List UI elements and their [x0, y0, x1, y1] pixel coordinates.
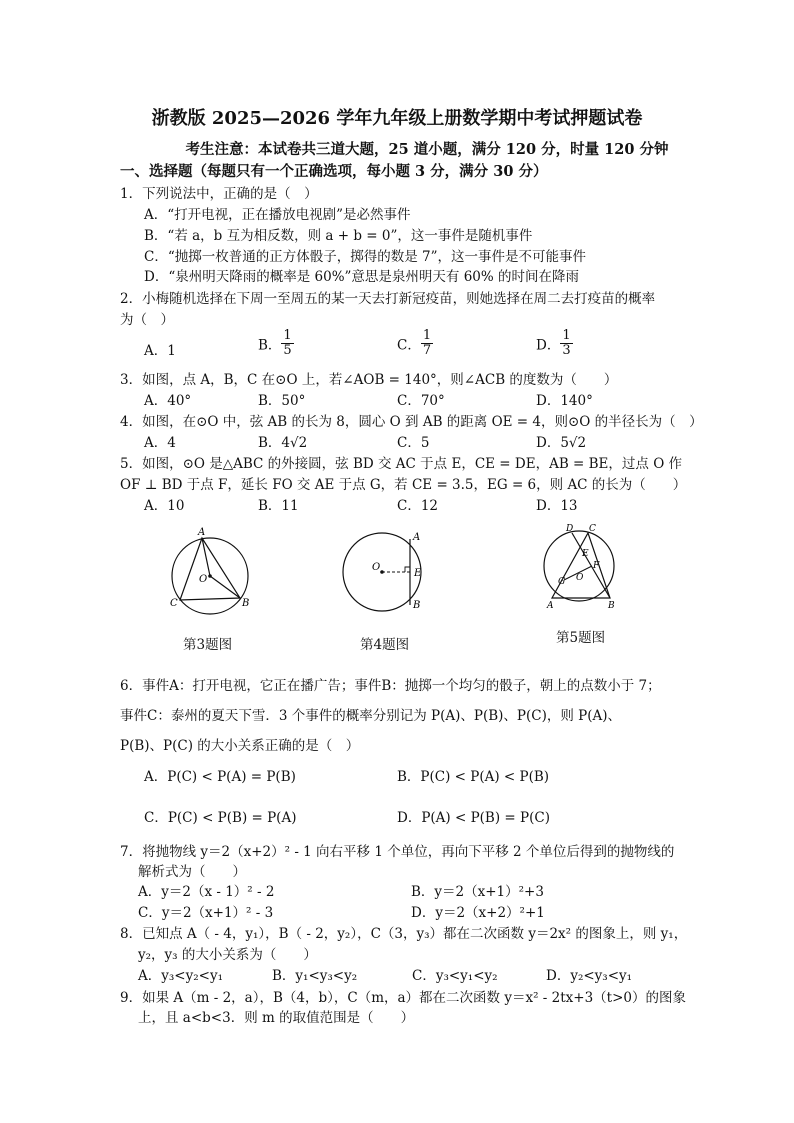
- q6-line2: 事件C：泰州的夏天下雪．3 个事件的概率分别记为 P(A)、P(B)、P(C)，则 P(A)、: [120, 708, 622, 724]
- fig3-label-o: O: [199, 574, 208, 585]
- fig4-label-a: A: [413, 532, 421, 543]
- q7-stem-line1: 7．将抛物线 y＝2（x+2）² - 1 向右平移 1 个单位，再向下平移 2 个单位后得到的抛物线的: [120, 844, 675, 860]
- figure-5: [538, 524, 622, 612]
- q5-stem-line1: 5．如图，⊙O 是△ABC 的外接圆，弦 BD 交 AC 于点 E，CE = DE，AB = BE，过点 O 作: [120, 456, 683, 472]
- q1-stem: 1．下列说法中，正确的是（ ）: [120, 186, 318, 202]
- fig4-label-o: O: [372, 562, 381, 573]
- q6-option-b: B．P(C) < P(A) < P(B): [397, 769, 550, 785]
- fig4-label-b: B: [413, 600, 421, 611]
- q5-option-d: D．13: [536, 498, 578, 514]
- q2-stem-line1: 2．小梅随机选择在下周一至周五的某一天去打新冠疫苗，则她选择在周二去打疫苗的概率: [120, 291, 656, 307]
- fig4-right-angle-mark: [405, 567, 410, 572]
- q6-option-c: C．P(C) < P(B) = P(A): [144, 810, 297, 826]
- q3-option-b: B．50°: [258, 393, 306, 409]
- q2-option-d: D． $\frac{1}{3}$: [536, 328, 571, 358]
- fig5-label-a: A: [547, 601, 554, 611]
- q7-option-c: C．y＝2（x+1）² - 3: [138, 905, 274, 921]
- q8-stem-line1: 8．已知点 A（ - 4，y₁），B（ - 2，y₂），C（3，y₃）都在二次函数 y＝2x² 的图象上，则 y₁，: [120, 926, 688, 942]
- q6-option-a: A．P(C) < P(A) = P(B): [144, 769, 296, 785]
- fig4-center-dot: [380, 570, 384, 574]
- q4-option-c: C．5: [397, 435, 430, 451]
- section-heading: 一、选择题（每题只有一个正确选项，每小题 3 分，满分 30 分）: [120, 163, 548, 180]
- fig5-label-e: E: [582, 549, 589, 559]
- q1-option-d: D．“泉州明天降雨的概率是 60%”意思是泉州明天有 60% 的时间在降雨: [144, 269, 580, 285]
- fig5-label-b: B: [608, 601, 615, 611]
- fig5-label-c: C: [589, 524, 596, 534]
- q4-option-b: B．4√2: [258, 435, 308, 451]
- q1-option-c: C．“抛掷一枚普通的正方体骰子，掷得的数是 7”，这一事件是不可能事件: [144, 249, 587, 265]
- q8-option-b: B．y₁<y₃<y₂: [272, 968, 358, 984]
- q5-stem-line2: OF ⊥ BD 于点 F，延长 FO 交 AE 于点 G，若 CE = 3.5，EG = 6，则 AC 的长为（ ）: [120, 477, 687, 493]
- q2-option-c: C． $\frac{1}{7}$: [397, 328, 432, 358]
- q6-option-d: D．P(A) < P(B) = P(C): [397, 810, 550, 826]
- q3-option-d: D．140°: [536, 393, 593, 409]
- fig5-label-o: O: [576, 573, 584, 583]
- q8-option-c: C．y₃<y₁<y₂: [412, 968, 498, 984]
- fig5-label-g: G: [558, 577, 566, 587]
- fig3-label-c: C: [170, 598, 178, 609]
- q8-option-d: D．y₂<y₃<y₁: [546, 968, 633, 984]
- q3-option-c: C．70°: [397, 393, 445, 409]
- q3-option-a: A．40°: [144, 393, 192, 409]
- q4-option-d: D．5√2: [536, 435, 587, 451]
- q6-line3: P(B)、P(C) 的大小关系正确的是（ ）: [120, 738, 360, 754]
- q3-stem: 3．如图，点 A，B，C 在⊙O 上，若∠AOB = 140°，则∠ACB 的度数为（ ）: [120, 372, 618, 388]
- exam-notice: 考生注意：本试卷共三道大题，25 道小题，满分 120 分，时量 120 分钟: [185, 141, 669, 158]
- q6-line1: 6．事件A：打开电视，它正在播广告；事件B：抛掷一个均匀的骰子，朝上的点数小于 7；: [120, 678, 661, 694]
- figure-4-caption: 第4题图: [360, 637, 410, 653]
- q7-option-d: D．y＝2（x+2）²+1: [411, 905, 545, 921]
- fig3-center-dot: [208, 574, 212, 578]
- fig3-label-a: A: [198, 527, 206, 538]
- q7-stem-line2: 解析式为（ ）: [138, 864, 246, 880]
- figure-4: [338, 528, 434, 618]
- q8-option-a: A．y₃<y₂<y₁: [138, 968, 223, 984]
- q1-option-a: A．“打开电视，正在播放电视剧”是必然事件: [144, 207, 411, 223]
- q7-option-a: A．y＝2（x - 1）² - 2: [138, 884, 275, 900]
- q5-option-a: A．10: [144, 498, 185, 514]
- fig5-label-d: D: [566, 524, 574, 534]
- figure-3: [162, 524, 266, 628]
- q9-stem-line1: 9．如果 A（m - 2，a），B（4，b），C（m，a）都在二次函数 y＝x² - 2tx+3（t>0）的图象: [120, 990, 686, 1006]
- fig5-triangle: [552, 533, 610, 598]
- q8-stem-line2: y₂，y₃ 的大小关系为（ ）: [138, 947, 317, 963]
- q7-option-b: B．y＝2（x+1）²+3: [411, 884, 544, 900]
- q9-stem-line2: 上，且 a<b<3．则 m 的取值范围是（ ）: [138, 1010, 415, 1026]
- fig5-circle: [544, 531, 614, 601]
- figure-5-caption: 第5题图: [556, 630, 606, 646]
- fig3-label-b: B: [242, 598, 250, 609]
- q2-option-b: B． $\frac{1}{5}$: [258, 328, 292, 358]
- exam-title: 浙教版 2025—2026 学年九年级上册数学期中考试押题试卷: [151, 108, 643, 129]
- q5-option-c: C．12: [397, 498, 439, 514]
- q1-option-b: B．“若 a，b 互为相反数，则 a + b = 0”，这一事件是随机事件: [144, 228, 533, 244]
- fig3-segment-ob: [210, 576, 240, 598]
- q5-option-b: B．11: [258, 498, 299, 514]
- q2-option-a: A．1: [144, 343, 176, 359]
- q4-option-a: A．4: [144, 435, 176, 451]
- q2-stem-line2: 为（ ）: [120, 312, 174, 328]
- q4-stem: 4．如图，在⊙O 中，弦 AB 的长为 8，圆心 O 到 AB 的距离 OE = 4，则⊙O 的半径长为（ ）: [120, 414, 703, 430]
- fig4-label-e: E: [414, 568, 422, 579]
- fig5-label-f: F: [593, 561, 600, 571]
- figure-3-caption: 第3题图: [183, 637, 233, 653]
